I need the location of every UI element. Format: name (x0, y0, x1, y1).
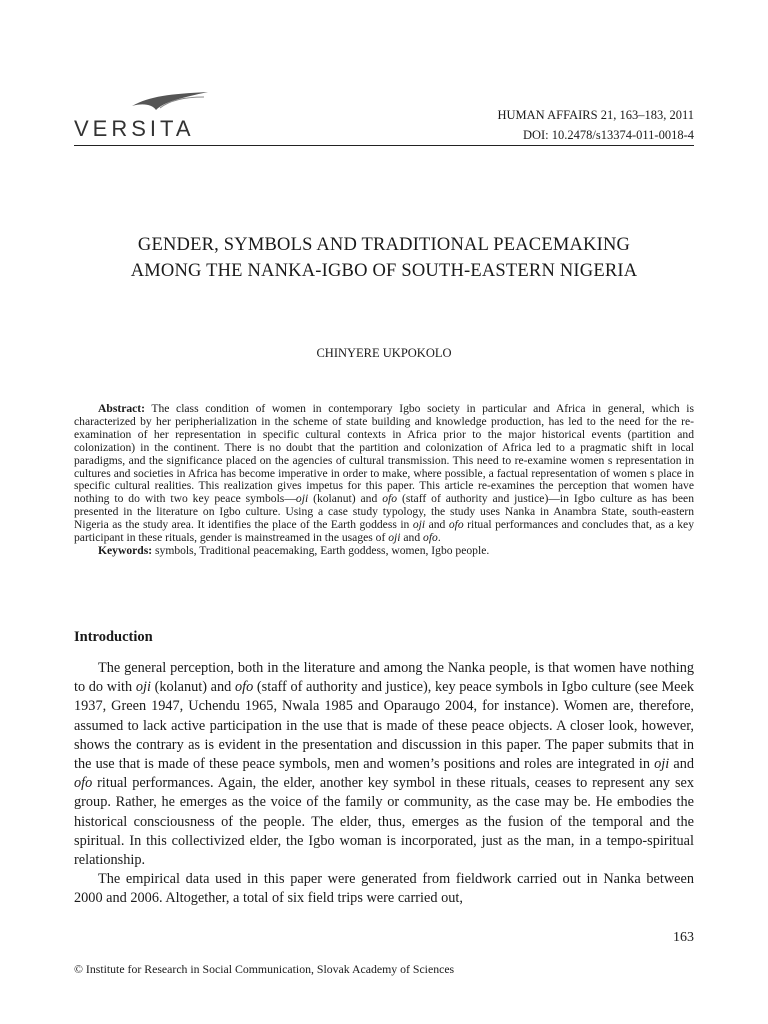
header-rule (74, 145, 694, 146)
term-ofo: ofo (448, 518, 464, 532)
abstract-text: and (400, 531, 424, 545)
term-oji: oji (295, 492, 309, 506)
publisher-name: VERSITA (74, 116, 195, 141)
term-oji: oji (654, 756, 670, 773)
abstract-text: ritual performances and concludes that, as a key participant in these rituals, gender is mainstreamed in the usages of (74, 518, 694, 545)
text-span: ritual performances. Again, the elder, another key symbol in these rituals, ceases to represent any sex group. Rather, he emerges as the voice of the family or community, as the case may be. He embodies the historical consciousness of the people. The elder, thus, emerges as the fusion of the temporal and the spiritual. In this collectivized elder, the Igbo woman is incorporated, just as the man, in a tempo-spiritual relationship. (74, 775, 694, 869)
section-heading: Introduction (74, 629, 153, 645)
abstract-text: (staff of authority and justice)—in Igbo culture as has been presented in the literature on Igbo culture. Using a case study typology, the study uses Nanka in Anambra State, south-eastern Nigeria as the study area. It identifies the place of the Earth goddess in (74, 492, 695, 532)
abstract-text: The class condition of women in contemporary Igbo society in particular and Africa in general, which is characterized by her peripherialization in the scheme of state building and knowledge production, has led to the need for the re-examination of her representation in specific cultural contexts in Africa prior to the major historical events (partition and colonization) in the continent. There is no doubt that the partition and colonization of Africa led to a pragmatic shift in local paradigms, and the significance placed on the agencies of cultural transmission. This need to re-examine women s representation in cultures and societies in Africa has become imperative in order to make, where possible, a factual representation of women s place in specific cultural realities. This realization gives impetus for this paper. This article re-examines the perception that women have nothing to do with two key peace symbols— (74, 402, 694, 506)
page-number: 163 (673, 930, 694, 945)
journal-info (497, 105, 694, 145)
term-ofo: ofo (382, 492, 398, 506)
paragraph-1 (74, 659, 694, 870)
abstract-text: . (437, 531, 441, 545)
text-span: The general perception, both in the literature and among the Nanka people, is that women have nothing to do with (74, 660, 694, 696)
text-span: (staff of authority and justice), key peace symbols in Igbo culture (see Meek 1937, Green 1947, Uchendu 1965, Nwala 1985 and Oparaugo 2004, for instance). Women are, therefore, assumed to lack active participation in the use that is made of these peace objects. A closer look, however, shows the contrary as is evident in the presentation and discussion in this paper. The paper submits that in the use that is made of these peace symbols, men and women’s positions and roles are integrated in (74, 679, 695, 773)
term-oji: oji (135, 679, 151, 696)
author-name: CHINYERE UKPOKOLO (316, 346, 452, 360)
abstract (74, 403, 694, 558)
paragraph-2: The empirical data used in this paper were generated from fieldwork carried out in Nanka between 2000 and 2006. Altogether, a total of six field trips were carried out, (74, 871, 694, 907)
abstract-label: Abstract: (98, 402, 146, 415)
abstract-text: (kolanut) and (308, 492, 383, 506)
keywords-label: Keywords: (98, 543, 153, 557)
term-ofo: ofo (74, 775, 93, 792)
title-line-1: GENDER, SYMBOLS AND TRADITIONAL PEACEMAKING (137, 235, 631, 255)
text-span: and (669, 756, 695, 773)
doi: DOI: 10.2478/s13374-011-0018-4 (522, 128, 694, 142)
term-ofo: ofo (423, 531, 438, 545)
body-text (74, 659, 694, 909)
abstract-paragraph (74, 403, 694, 545)
title-line-2: AMONG THE NANKA-IGBO OF SOUTH-EASTERN NIGERIA (130, 261, 638, 281)
keywords-paragraph (74, 545, 694, 558)
footer-copyright: © Institute for Research in Social Communication, Slovak Academy of Sciences (74, 962, 455, 976)
article-title (74, 232, 694, 284)
term-ofo: ofo (234, 679, 254, 696)
bird-icon (130, 88, 210, 112)
term-oji: oji (388, 531, 401, 545)
text-span: (kolanut) and (150, 679, 235, 696)
journal-citation: HUMAN AFFAIRS 21, 163–183, 2011 (497, 108, 694, 122)
abstract-text: and (425, 518, 449, 532)
versita-logo (74, 88, 214, 144)
keywords-text: symbols, Traditional peacemaking, Earth goddess, women, Igbo people. (152, 543, 490, 557)
term-oji: oji (412, 518, 426, 532)
